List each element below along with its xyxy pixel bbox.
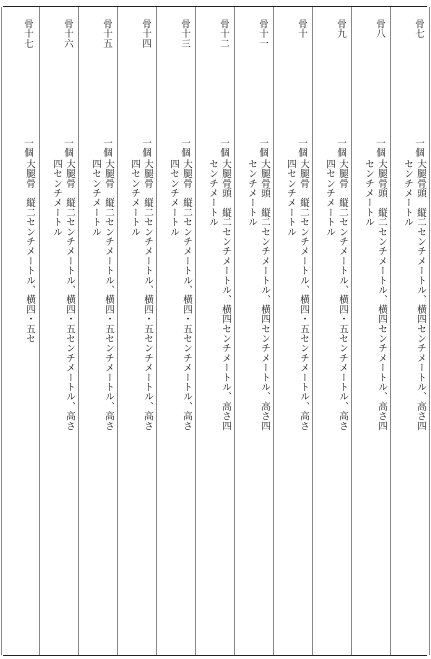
bone-label: 骨九	[335, 19, 346, 39]
column-bone-10	[273, 7, 313, 655]
bone-description: 大腿骨頭 縦二センチメートル、横四センチメートル、高さ四センチメートル	[363, 159, 387, 431]
column-bone-11	[234, 7, 274, 655]
bone-label: 骨十三	[179, 19, 190, 49]
bone-count: 一個	[413, 138, 424, 158]
bone-count: 一個	[101, 138, 112, 158]
bone-description: 大腿骨 縦二センチメートル、横四・五センチメートル、高さ四センチメートル	[285, 159, 309, 431]
bone-description: 大腿骨頭 縦二センチメートル、横四センチメートル、高さ四センチメートル	[402, 159, 426, 431]
bone-count: 一個	[140, 138, 151, 158]
column-rule	[429, 7, 430, 655]
bone-label: 骨十四	[140, 19, 151, 49]
bottom-rule	[3, 655, 427, 656]
bone-count: 一個	[22, 138, 33, 158]
bone-description: 大腿骨 縦二センチメートル、横四・五センチメートル、高さ四センチメートル	[51, 159, 75, 431]
bone-description: 大腿骨頭 縦二センチメートル、横四センチメートル、高さ四センチメートル	[207, 159, 231, 431]
bone-label: 骨七	[413, 19, 424, 39]
bone-count: 一個	[257, 138, 268, 158]
bone-label: 骨十五	[101, 19, 112, 49]
bone-description: 大腿骨頭 縦二センチメートル、横四センチメートル、高さ四センチメートル	[246, 159, 270, 431]
bone-count: 一個	[296, 138, 307, 158]
bone-label: 骨八	[374, 19, 385, 39]
column-bone-7	[390, 7, 430, 655]
bone-count: 一個	[218, 138, 229, 158]
column-bone-14	[117, 7, 157, 655]
column-bone-8	[351, 7, 391, 655]
column-bone-17	[1, 7, 39, 655]
bone-description: 大腿骨 縦二センチメートル、横四・五センチメートル、高さ四センチメートル	[90, 159, 114, 431]
bone-description: 大腿骨 縦二センチメートル、横四・五セ	[24, 159, 35, 344]
bone-count: 一個	[335, 138, 346, 158]
bone-count: 一個	[179, 138, 190, 158]
column-rule	[39, 7, 40, 655]
column-bone-13	[156, 7, 196, 655]
bone-description: 大腿骨 縦二センチメートル、横四・五センチメートル、高さ四センチメートル	[168, 159, 192, 431]
bone-count: 一個	[374, 138, 385, 158]
bone-description: 大腿骨 縦二センチメートル、横四・五センチメートル、高さ四センチメートル	[129, 159, 153, 431]
column-bone-9	[312, 7, 352, 655]
column-bone-16	[39, 7, 79, 655]
bone-label: 骨十二	[218, 19, 229, 49]
bone-description: 大腿骨 縦二センチメートル、横四・五センチメートル、高さ四センチメートル	[324, 159, 348, 431]
bone-label: 骨十七	[22, 19, 33, 49]
column-bone-15	[78, 7, 118, 655]
bone-count: 一個	[62, 138, 73, 158]
column-bone-12	[195, 7, 235, 655]
bone-label: 骨十六	[62, 19, 73, 49]
bone-label: 骨十	[296, 19, 307, 39]
bone-label: 骨十一	[257, 19, 268, 49]
